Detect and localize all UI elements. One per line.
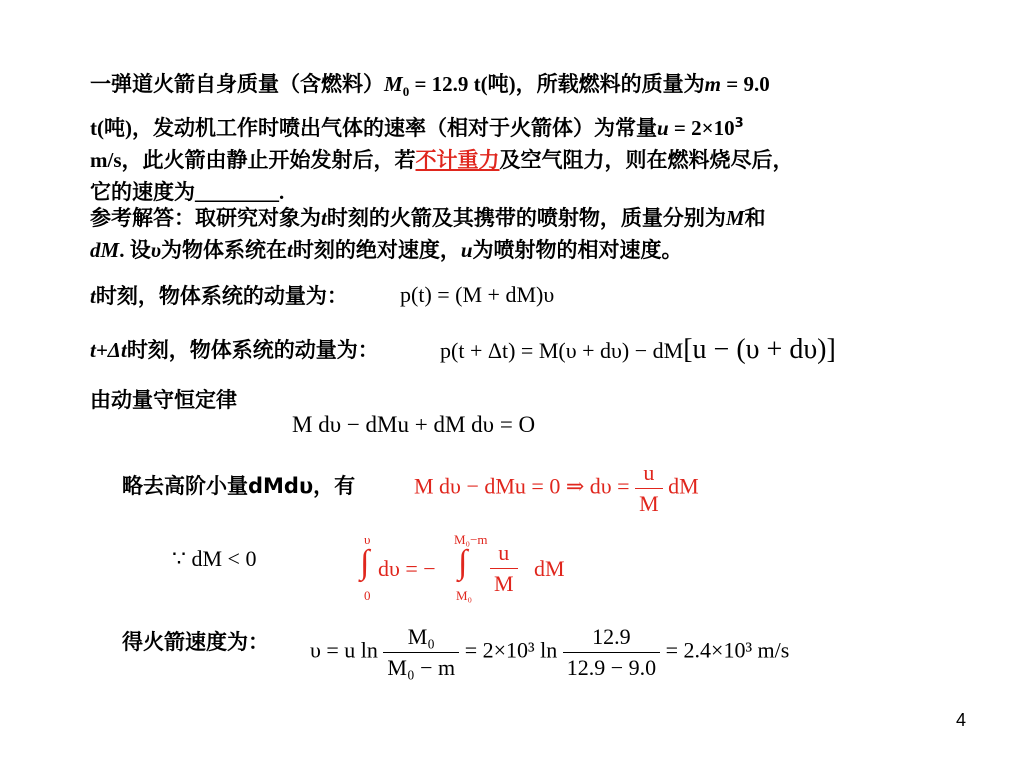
problem-line-2: t(吨)，发动机工作时喷出气体的速率（相对于火箭体）为常量$u = 2\times 10^3$ bbox=[90, 116, 744, 141]
step4-equation: M dυ − dMu = 0 ⇒ dυ = $\frac{u}{M}$ dM bbox=[414, 460, 699, 516]
step4-fraction: $\frac{u}{M}$ bbox=[635, 460, 663, 517]
step1-label: t时刻，物体系统的动量为： bbox=[90, 284, 348, 308]
step1-equation: p(t) = (M + dM)υ bbox=[400, 282, 555, 307]
step4-label: 略去高阶小量dMdυ，有 bbox=[122, 474, 356, 498]
problem-text bbox=[90, 68, 950, 208]
answer-line-2: dM. 设υ为物体系统在t时刻的绝对速度，u为喷射物的相对速度。 bbox=[90, 238, 683, 262]
answer-line-1: 参考解答：取研究对象为t时刻的火箭及其携带的喷射物，质量分别为M和 bbox=[90, 206, 766, 230]
page-number: 4 bbox=[955, 710, 966, 730]
step6-fraction-1: $\frac{\text{M₀}}{\text{M₀ − m}}$ bbox=[383, 624, 459, 681]
step5-integral-equation: υ ∫ 0 dυ = − M₀−m ∫ M₀ $\frac{u}{M}$ dM bbox=[360, 532, 565, 603]
problem-line-1: 一弹道火箭自身质量（含燃料）$M_0 = 12.9$ t(吨)，所载燃料的质量为m = 9.0 bbox=[90, 72, 770, 100]
step3-equation: M dυ − dMu + dM dυ = O bbox=[292, 412, 536, 437]
step2-equation: p(t + Δt) = M(υ + dυ) − dM[u − (υ + dυ)] bbox=[440, 334, 836, 365]
problem-line-4: 它的速度为________. bbox=[90, 180, 285, 205]
highlight-no-gravity: 不计重力 bbox=[415, 148, 500, 173]
problem-line-3: m/s，此火箭由静止开始发射后，若不计重力及空气阻力，则在燃料烧尽后， bbox=[90, 148, 794, 173]
step5-fraction: $\frac{u}{M}$ bbox=[490, 540, 518, 597]
step5-condition: ∵ dM < 0 bbox=[172, 546, 257, 571]
answer-intro bbox=[90, 202, 950, 266]
step6-fraction-2: $\frac{12.9}{12.9 - 9.0}$ bbox=[563, 624, 660, 681]
step2-label: t+Δt时刻，物体系统的动量为： bbox=[90, 338, 379, 362]
step3-label: 由动量守恒定律 bbox=[90, 388, 237, 412]
step6-equation: υ = u ln $\frac{\text{M₀}}{\text{M₀ − m}}$ = 2×10³ ln $\frac{12.9}{12.9 - 9.0}$ = 2.4×10³ m/s bbox=[310, 624, 790, 680]
step6-label: 得火箭速度为： bbox=[122, 630, 269, 654]
